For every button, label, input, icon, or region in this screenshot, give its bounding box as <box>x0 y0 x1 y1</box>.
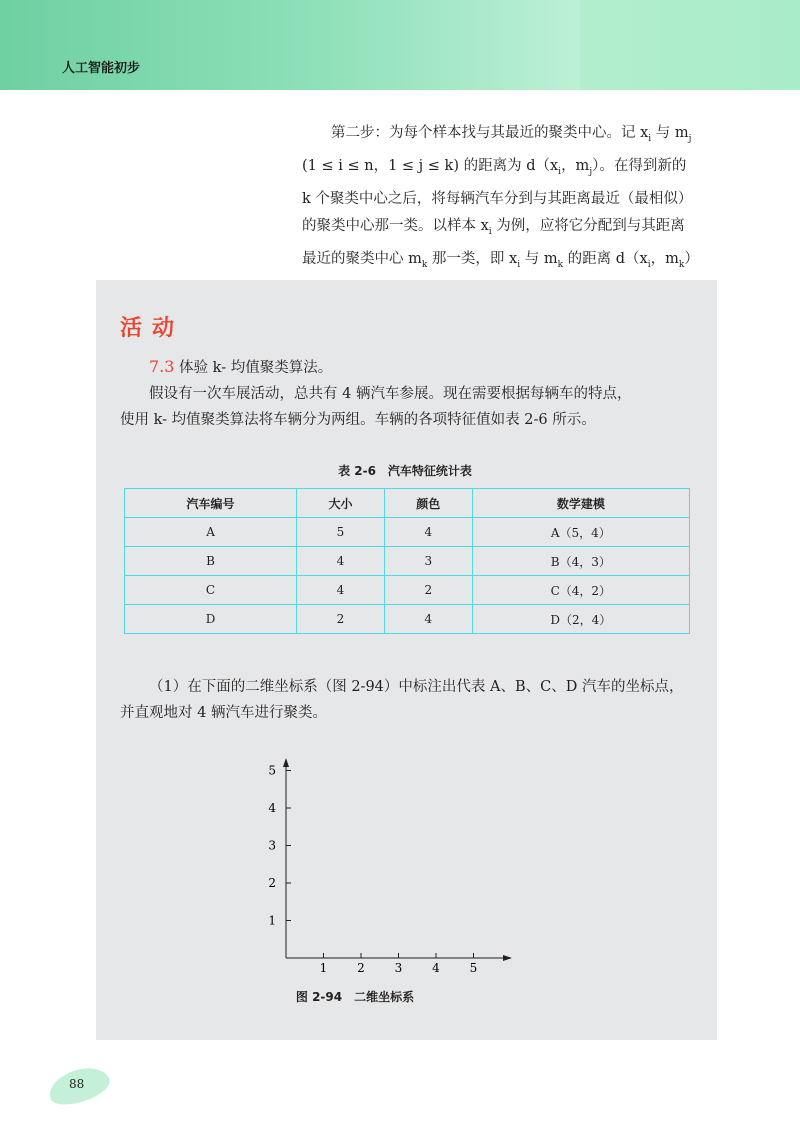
table-cell: C（4，2） <box>472 576 689 605</box>
y-tick-label: 2 <box>268 876 276 890</box>
y-tick-label: 4 <box>268 801 276 815</box>
table-cell: 5 <box>297 518 385 547</box>
x-axis-arrow <box>503 955 512 961</box>
intro-line: 的聚类中心那一类。以样本 $x_i$ 为例，应将它分配到与其距离 <box>302 217 685 237</box>
x-tick-label: 1 <box>319 961 328 975</box>
question-block <box>120 674 700 726</box>
table-cell: 4 <box>297 576 385 605</box>
column-header: 颜色 <box>384 489 472 518</box>
intro-line: (1 ≤ i ≤ n，1 ≤ j ≤ k) 的距离为 $d(x_i$，$m_j$）。在得到新的 <box>302 157 687 177</box>
car-feature-table <box>124 488 690 634</box>
table-cell: 3 <box>384 547 472 576</box>
table-cell: B（4，3） <box>472 547 689 576</box>
question-line: （1）在下面的二维坐标系（图 2-94）中标注出代表 A、B、C、D 汽车的坐标点， <box>149 679 684 695</box>
table-row <box>125 547 690 576</box>
y-ticks <box>268 764 291 928</box>
table-cell: A（5，4） <box>472 518 689 547</box>
activity-title: 活动 <box>120 316 185 341</box>
table-cell: 4 <box>297 547 385 576</box>
table-cell: 4 <box>384 605 472 634</box>
header-decoration <box>0 0 580 90</box>
intro-line: 第二步：为每个样本找与其最近的聚类中心。记 $x_i$ 与 $m_j$ <box>331 125 692 144</box>
x-tick-label: 3 <box>394 961 403 975</box>
x-tick-label: 5 <box>469 961 478 975</box>
column-header: 汽车编号 <box>125 489 297 518</box>
table-cell: D（2，4） <box>472 605 689 634</box>
table-caption: 表 2-6 汽车特征统计表 <box>338 464 472 478</box>
running-head: 人工智能初步 <box>62 61 141 76</box>
task-paragraph: 假设有一次车展活动，总共有 4 辆汽车参展。现在需要根据每辆车的特点， <box>149 386 632 402</box>
task-paragraph: 使用 k- 均值聚类算法将车辆分为两组。车辆的各项特征值如表 2-6 所示。 <box>120 412 596 428</box>
table-cell: 4 <box>384 518 472 547</box>
table-row <box>125 576 690 605</box>
y-axis-arrow <box>283 758 289 767</box>
table-row <box>125 518 690 547</box>
table-cell: A <box>125 518 297 547</box>
y-tick-label: 5 <box>268 763 276 778</box>
figure-caption: 图 2-94 二维坐标系 <box>295 990 415 1004</box>
intro-line: 最近的聚类中心 $m_k$ 那一类，即 $x_i$ 与 $m_k$ 的距离 $d(x_i$，$m_k$） <box>302 250 699 270</box>
table-cell: C <box>125 576 297 605</box>
table-cell: D <box>125 605 297 634</box>
table-cell: B <box>125 547 297 576</box>
table-cell: 2 <box>297 605 385 634</box>
column-header: 大小 <box>297 489 385 518</box>
task-number: 7.3 <box>149 357 175 376</box>
x-tick-label: 4 <box>432 961 440 975</box>
task-block <box>120 354 700 433</box>
task-heading <box>120 354 700 381</box>
table-row <box>125 605 690 634</box>
table-header-row <box>125 489 690 518</box>
page-number: 88 <box>69 1077 85 1091</box>
x-ticks <box>320 953 478 975</box>
y-tick-label: 3 <box>268 838 276 853</box>
coordinate-axes <box>256 755 526 980</box>
task-title: 体验 k- 均值聚类算法。 <box>174 360 333 376</box>
y-tick-label: 1 <box>268 913 276 928</box>
column-header: 数学建模 <box>472 489 689 518</box>
table-cell: 2 <box>384 576 472 605</box>
intro-line: k 个聚类中心之后，将每辆汽车分到与其距离最近（最相似） <box>302 190 693 207</box>
question-line: 并直观地对 4 辆汽车进行聚类。 <box>120 705 327 721</box>
x-tick-label: 2 <box>357 961 365 975</box>
